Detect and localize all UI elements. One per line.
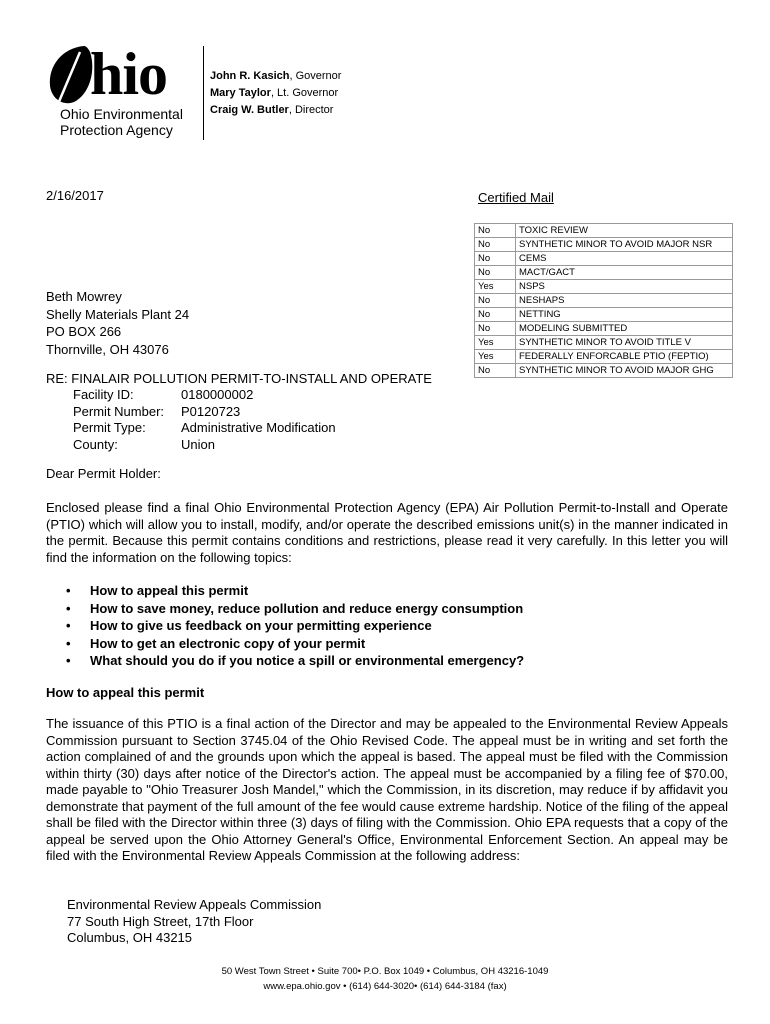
checklist-label: NETTING (516, 308, 733, 322)
topic-item: • How to get an electronic copy of your permit (66, 635, 524, 653)
footer-address: 50 West Town Street • Suite 700• P.O. Box 1049 • Columbus, OH 43216-1049 (221, 966, 549, 977)
checklist-label: CEMS (516, 252, 733, 266)
agency-line-2: Protection Agency (60, 122, 173, 138)
checklist-label: FEDERALLY ENFORCABLE PTIO (FEPTIO) (516, 350, 733, 364)
certified-mail-label: Certified Mail (478, 190, 554, 205)
checklist-label: TOXIC REVIEW (516, 224, 733, 238)
salutation: Dear Permit Holder: (46, 466, 161, 481)
appeal-paragraph: The issuance of this PTIO is a final action of the Director and may be appealed to the Environmental Review Appeals Commission pursuant to Section 3745.04 of the Ohio Revised Code. The appeal must be in writing and set forth the action complained of and the grounds upon which the appeal is based. The appeal must be filed with the Commission within thirty (30) days after notice of the Director's action. The appeal must be accompanied by a filing fee of $70.00, made payable to "Ohio Treasurer Josh Mandel," which the Commission, in its discretion, may reduce if by affidavit you demonstrate that payment of the full amount of the fee would cause extreme hardship. Notice of the filing of the appeal shall be filed with the Director within three (3) days of filing with the Commission. Ohio EPA requests that a copy of the appeal be served upon the Ohio Attorney General's Office, Environmental Enforcement Section. An appeal may be filed with the Environmental Review Appeals Commission at the following address: (46, 716, 728, 863)
checklist-label: NSPS (516, 280, 733, 294)
checklist-row (475, 280, 733, 294)
official-lt-governor: Mary Taylor, Lt. Governor (210, 87, 339, 99)
permit-type-row: Permit Type: Administrative Modification (73, 420, 336, 435)
footer-contact: www.epa.ohio.gov • (614) 644-3020• (614) 644-3184 (fax) (263, 981, 507, 992)
re-fields (73, 387, 336, 453)
checklist-value: No (475, 322, 516, 336)
checklist-row (475, 252, 733, 266)
recipient-name: Beth Mowrey (46, 289, 122, 304)
appeal-heading: How to appeal this permit (46, 685, 205, 700)
checklist-row (475, 336, 733, 350)
county-row: County: Union (73, 436, 215, 452)
intro-paragraph: Enclosed please find a final Ohio Environmental Protection Agency (EPA) Air Pollution Permit-to-Install and Operate (PTIO) which will allow you to install, modify, and/or operate the described emissions unit(s) in the manner indicated in the permit. Because this permit contains conditions and restrictions, please read it very carefully. In this letter you will find the information on the following topics: (46, 500, 728, 565)
checklist-value: No (475, 224, 516, 238)
topics-list (66, 582, 524, 670)
checklist-value: No (475, 364, 516, 378)
checklist-value: Yes (475, 336, 516, 350)
permit-number-row: Permit Number: P0120723 (73, 403, 241, 419)
checklist-row (475, 238, 733, 252)
officials-list (210, 68, 341, 119)
topic-item: • What should you do if you notice a spill or environmental emergency? (66, 652, 524, 670)
checklist-row (475, 224, 733, 238)
checklist-value: No (475, 308, 516, 322)
checklist-row (475, 266, 733, 280)
erac-address (67, 897, 321, 947)
checklist-row (475, 322, 733, 336)
checklist-row (475, 308, 733, 322)
recipient-company: Shelly Materials Plant 24 (46, 306, 190, 322)
header-divider (203, 46, 204, 140)
topic-item: • How to save money, reduce pollution and reduce energy consumption (66, 600, 524, 618)
checklist-value: No (475, 238, 516, 252)
agency-line-1: Ohio Environmental (60, 106, 183, 122)
checklist-label: MACT/GACT (516, 266, 733, 280)
erac-line-1: Environmental Review Appeals Commission (67, 897, 322, 912)
checklist-label: SYNTHETIC MINOR TO AVOID MAJOR NSR (516, 238, 733, 252)
checklist-row (475, 294, 733, 308)
checklist-label: SYNTHETIC MINOR TO AVOID TITLE V (516, 336, 733, 350)
checklist-value: No (475, 252, 516, 266)
facility-id-row: Facility ID: 0180000002 (73, 387, 254, 402)
checklist-row (475, 350, 733, 364)
recipient-address (46, 288, 189, 358)
permit-checklist-table (474, 223, 733, 378)
footer (0, 964, 770, 994)
erac-line-2: 77 South High Street, 17th Floor (67, 913, 254, 929)
topic-item: • How to give us feedback on your permitting experience (66, 617, 524, 635)
recipient-city: Thornville, OH 43076 (46, 341, 169, 357)
checklist-row (475, 364, 733, 378)
checklist-label: SYNTHETIC MINOR TO AVOID MAJOR GHG (516, 364, 733, 378)
recipient-po-box: PO BOX 266 (46, 324, 122, 339)
checklist-value: Yes (475, 280, 516, 294)
official-governor: John R. Kasich, Governor (210, 70, 342, 82)
logo-wordmark: hio (90, 41, 168, 107)
agency-name (60, 106, 183, 138)
re-subject-line: RE: FINALAIR POLLUTION PERMIT-TO-INSTALL AND OPERATE (46, 371, 432, 386)
checklist-label: NESHAPS (516, 294, 733, 308)
checklist-value: No (475, 294, 516, 308)
official-director: Craig W. Butler, Director (210, 104, 334, 116)
checklist-value: Yes (475, 350, 516, 364)
erac-line-3: Columbus, OH 43215 (67, 930, 193, 945)
checklist-value: No (475, 266, 516, 280)
checklist-label: MODELING SUBMITTED (516, 322, 733, 336)
topic-item: • How to appeal this permit (66, 582, 524, 600)
letter-date: 2/16/2017 (46, 188, 104, 203)
